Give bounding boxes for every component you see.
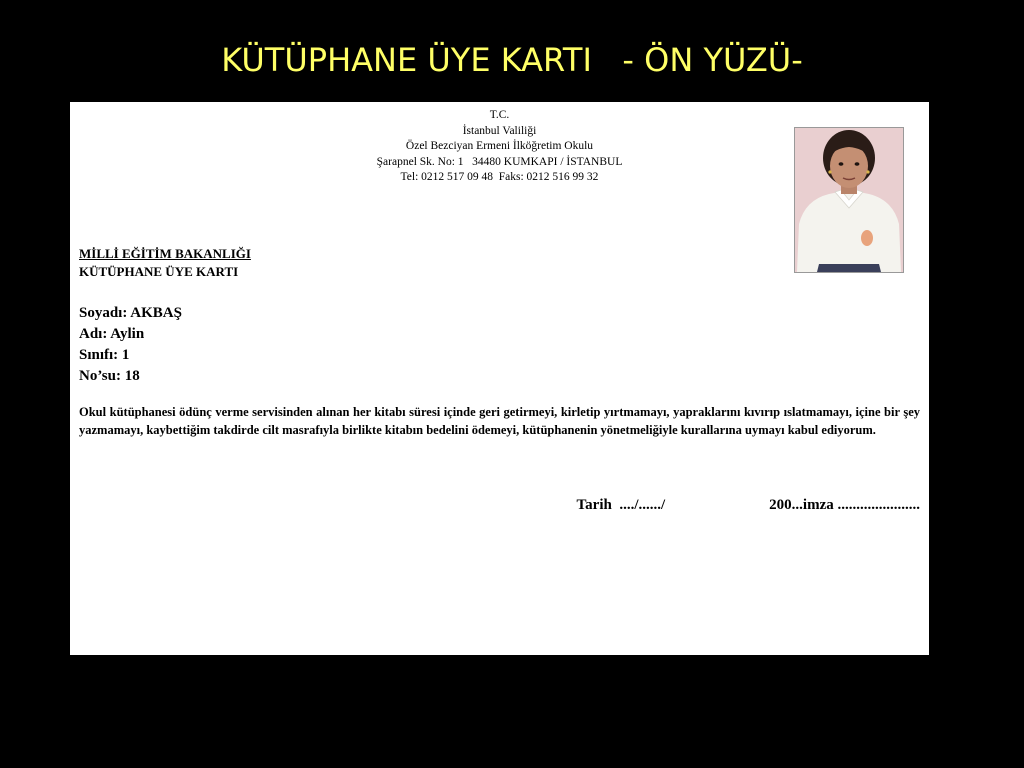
header-line: Tel: 0212 517 09 48 Faks: 0212 516 99 32 [400,171,599,183]
number-field: No’su: 18 [79,368,140,384]
ministry-name: MİLLİ EĞİTİM BAKANLIĞI [79,246,251,261]
signature-line [577,497,920,514]
pledge-text: Okul kütüphanesi ödünç verme servisinden alınan her kitabı süresi içinde geri getirmeyi, kirletip yırtmamayı, yapraklarını kıvırıp ıslatmamayı, içine bir şey yazmamayı, kaybettiğim takdirde cilt masrafıyla birlikte kitabın bedelini ödemeyi, kütüphanenin yönetmeliğiyle kurallarına uymayı kabul ediyorum. [79,405,920,437]
member-fields [79,303,182,387]
header-line: T.C. [489,109,510,121]
date-label: Tarih ..../....../ [576,497,666,513]
header-line: Şarapnel Sk. No: 1 34480 KUMKAPI / İSTANBUL [376,155,623,168]
signature-label: 200...imza ...................... [769,497,920,513]
student-photo [794,127,904,273]
header-line: İstanbul Valiliği [462,124,537,137]
library-member-card [70,102,929,655]
student-photo-graphic [795,128,903,272]
class-field: Sınıfı: 1 [79,347,130,363]
ministry-block [79,245,251,281]
header-line: Özel Bezciyan Ermeni İlköğretim Okulu [405,140,594,152]
card-type: KÜTÜPHANE ÜYE KARTI [79,264,239,279]
name-field: Adı: Aylin [79,326,145,342]
slide-title: KÜTÜPHANE ÜYE KARTI - ÖN YÜZÜ- [221,41,803,79]
surname-field: Soyadı: AKBAŞ [79,305,182,321]
